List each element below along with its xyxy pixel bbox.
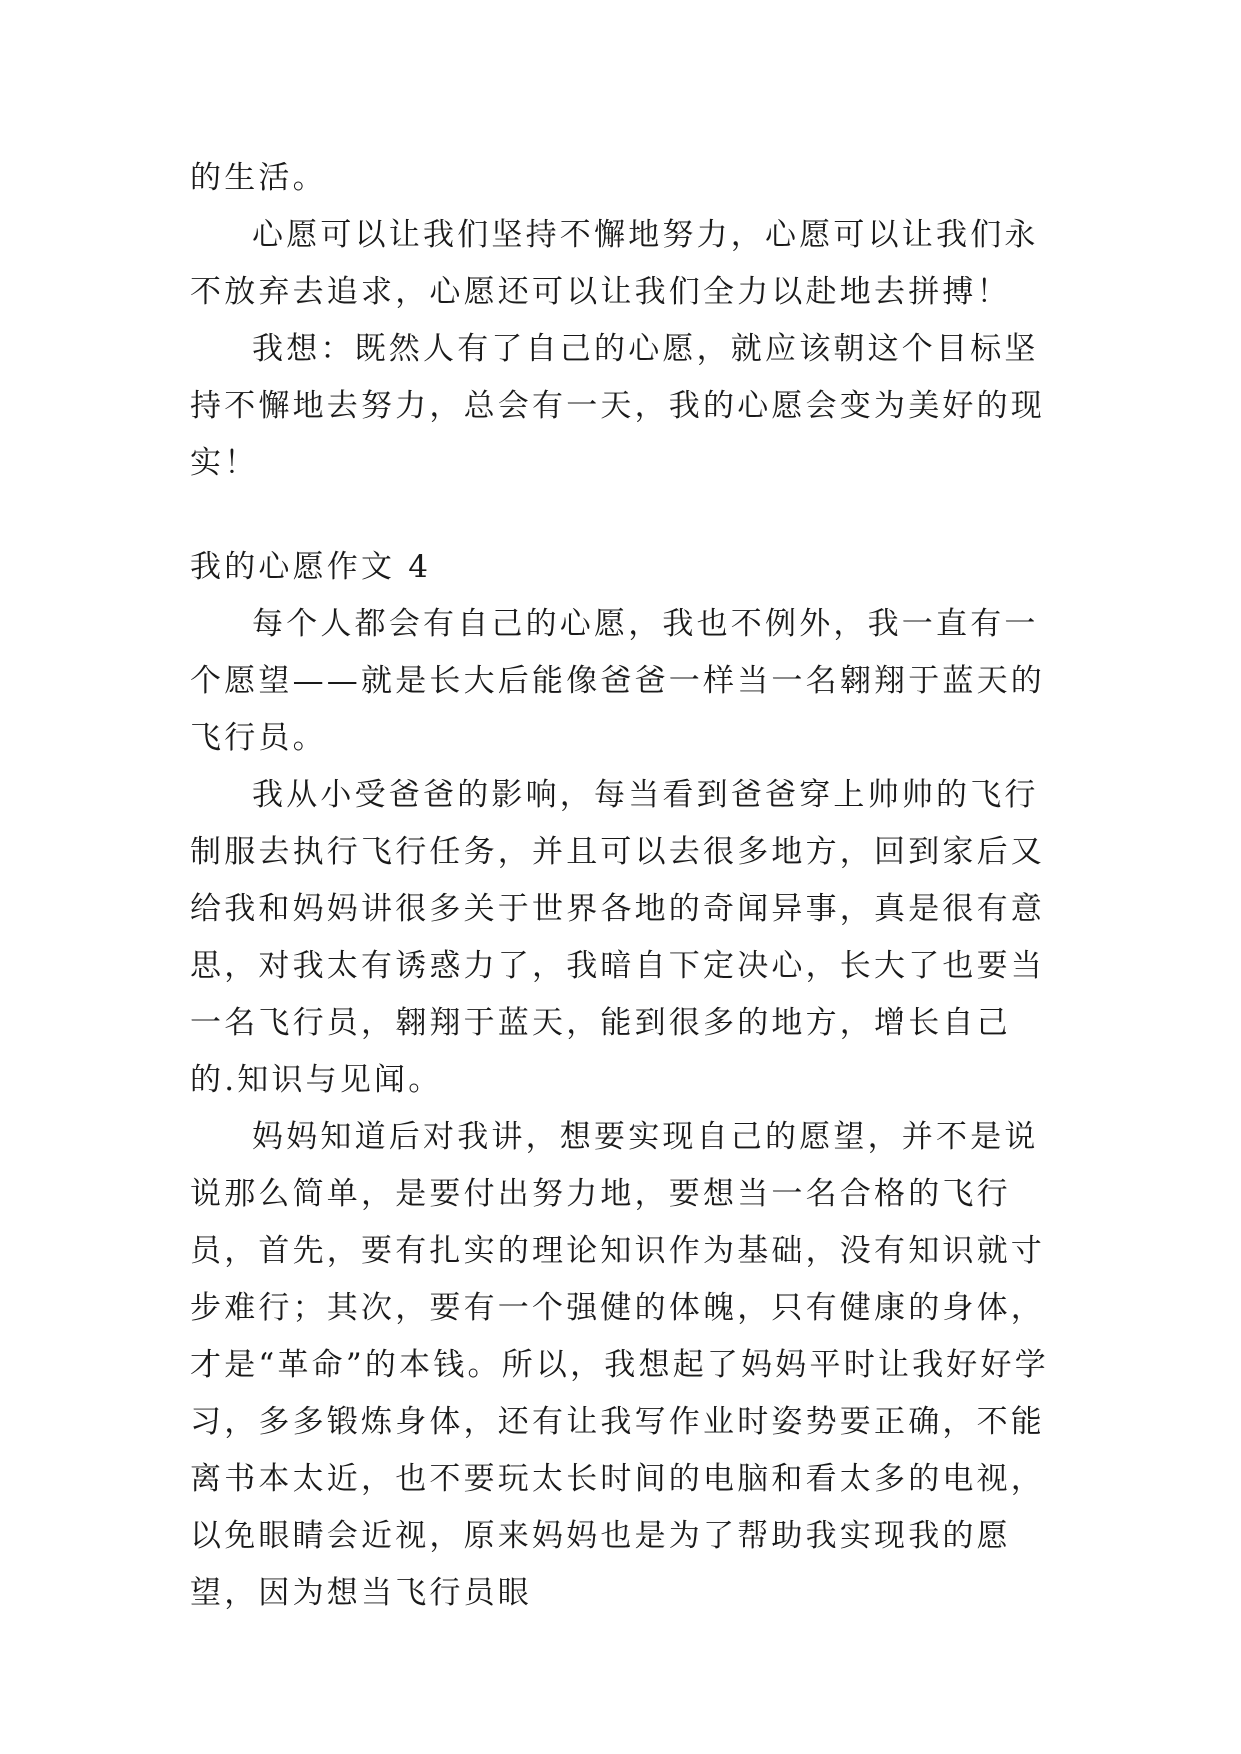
- paragraph-4: 每个人都会有自己的心愿，我也不例外，我一直有一个愿望——就是长大后能像爸爸一样当一名翱翔于蓝天的飞行员。: [190, 606, 1045, 756]
- paragraph-2: 心愿可以让我们坚持不懈地努力，心愿可以让我们永不放弃去追求，心愿还可以让我们全力以赴地去拼搏！: [190, 217, 1039, 310]
- paragraph-6: 妈妈知道后对我讲，想要实现自己的愿望，并不是说说那么简单，是要付出努力地，要想当一名合格的飞行员，首先，要有扎实的理论知识作为基础，没有知识就寸步难行；其次，要有一个强健的体魄，只有健康的身体，才是“革命”的本钱。所以，我想起了妈妈平时让我好好学习，多多锻炼身体，还有让我写作业时姿势要正确，不能离书本太近，也不要玩太长时间的电脑和看太多的电视，以免眼睛会近视，原来妈妈也是为了帮助我实现我的愿望，因为想当飞行员眼: [190, 1119, 1049, 1611]
- section-heading: 我的心愿作文 4: [190, 549, 432, 585]
- paragraph-1: 的生活。: [190, 160, 327, 196]
- paragraph-5: 我从小受爸爸的影响，每当看到爸爸穿上帅帅的飞行制服去执行飞行任务，并且可以去很多地方，回到家后又给我和妈妈讲很多关于世界各地的奇闻异事，真是很有意思，对我太有诱惑力了，我暗自下定决心，长大了也要当一名飞行员，翱翔于蓝天，能到很多的地方，增长自己的.知识与见闻。: [190, 777, 1045, 1098]
- document-body: [190, 150, 1050, 1622]
- paragraph-3: 我想：既然人有了自己的心愿，就应该朝这个目标坚持不懈地去努力，总会有一天，我的心愿会变为美好的现实！: [190, 331, 1045, 481]
